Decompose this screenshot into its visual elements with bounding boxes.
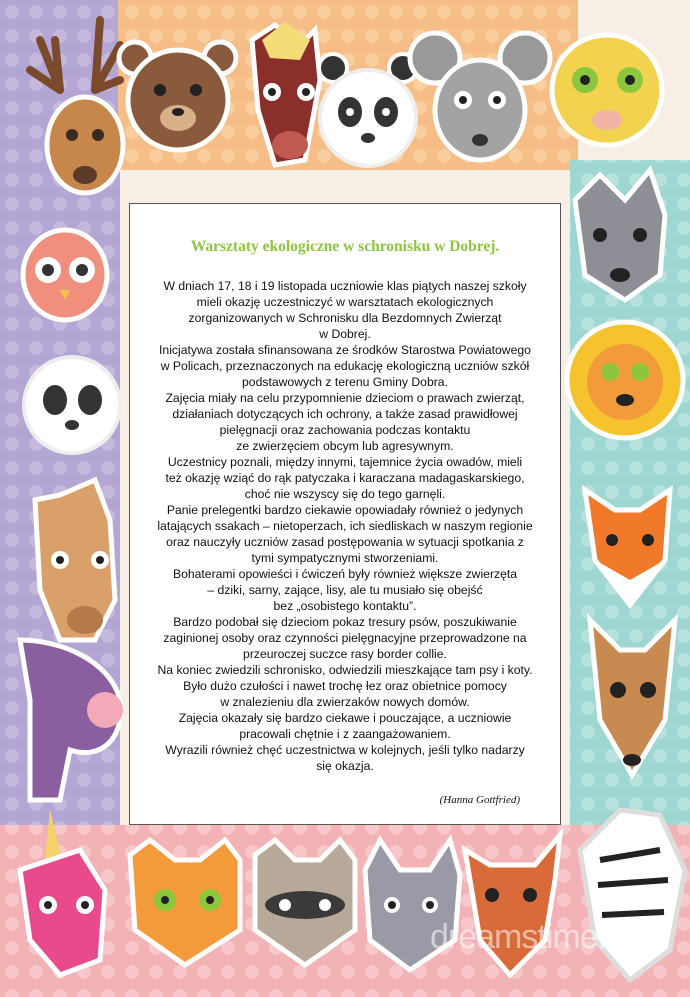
author-signature: (Hanna Gottfried) — [439, 794, 520, 806]
article-line: w Policach, przeznaczonych na edukację ekologiczną uczniów szkół — [160, 359, 530, 373]
article-line: w znalezieniu dla zwierzaków nowych domów. — [220, 695, 470, 709]
article-line: też okazję wziąć do rąk patyczaka i karaczana madagaskarskiego, — [165, 471, 525, 485]
article-line: działaniach dotyczących ich ochrony, a także zasad prawidłowej — [172, 407, 518, 421]
article-line: Na koniec zwiedzili schronisko, odwiedzili mieszkające tam psy i koty. — [157, 663, 533, 677]
article-line: bez „osobistego kontaktu”. — [273, 599, 417, 613]
article-line: w Dobrej. — [319, 327, 371, 341]
article-line: mieli okazję uczestniczyć w warsztatach ekologicznych — [196, 295, 494, 309]
article-line: się okazja. — [316, 759, 374, 773]
leopard-sticker — [552, 35, 662, 145]
article-line: zorganizowanych w Schronisku dla Bezdomnych Zwierząt — [188, 311, 502, 325]
article-line: oraz nauczyły uczniów zasad postępowania w sytuacji spotkania z — [166, 535, 524, 549]
article-line: Inicjatywa została sfinansowana ze środków Starostwa Powiatowego — [159, 343, 531, 357]
article-line: Bohaterami opowieści i ćwiczeń były również większe zwierzęta — [172, 567, 518, 581]
watermark: dreamstime.com — [430, 918, 668, 956]
article-line: Bardzo podobał się dzieciom pokaz tresury psów, poszukiwanie — [173, 615, 517, 629]
article-line: Zajęcia miały na celu przypomnienie dzieciom o prawach zwierząt, — [165, 391, 525, 405]
article-line: Zajęcia okazały się bardzo ciekawe i pouczające, a uczniowie — [178, 711, 512, 725]
article-line: choć nie wszyscy się do tego garnęli. — [244, 487, 446, 501]
article-line: Panie prelegentki bardzo ciekawie opowiadały również o jedynych — [166, 503, 524, 517]
article-line: Było dużo czułości i nawet trochę łez oraz obietnice pomocy — [183, 679, 507, 693]
owl-sticker — [23, 230, 107, 320]
panda-left-sticker — [24, 357, 120, 453]
article-line: podstawowych z terenu Gminy Dobra. — [242, 375, 448, 389]
article-line: latających ssakach – nietoperzach, ich siedliskach w naszym regionie — [157, 519, 533, 533]
article-line: pracowali chętnie i z zaangażowaniem. — [239, 727, 451, 741]
article-line: zaginionej osoby oraz czynności pielęgnacyjne przeprowadzone na — [163, 631, 527, 645]
panda-sticker — [319, 54, 417, 166]
article-line: tymi sympatycznymi stworzeniami. — [251, 551, 439, 565]
lion-sticker — [567, 322, 683, 438]
article-line: – dziki, sarny, zające, lisy, ale tu musiało się obejść — [207, 583, 483, 597]
article-body — [136, 278, 554, 774]
article-line: pielęgnacji oraz zachowania podczas kontaktu — [219, 423, 471, 437]
article-line: przeuroczej suczce rasy border collie. — [243, 647, 447, 661]
article-panel — [129, 203, 561, 825]
article-line: Uczestnicy poznali, między innymi, tajemnice życia owadów, mieli — [167, 455, 523, 469]
article-line: Wyrazili również chęć uczestnictwa w kolejnych, jeśli tylko nadarzy — [165, 743, 525, 757]
article-title: Warsztaty ekologiczne w schronisku w Dobrej. — [190, 238, 500, 255]
article-line: W dniach 17, 18 i 19 listopada uczniowie klas piątych naszej szkoły — [163, 279, 527, 293]
article-line: ze zwierzęciem obcym lub agresywnym. — [236, 439, 454, 453]
